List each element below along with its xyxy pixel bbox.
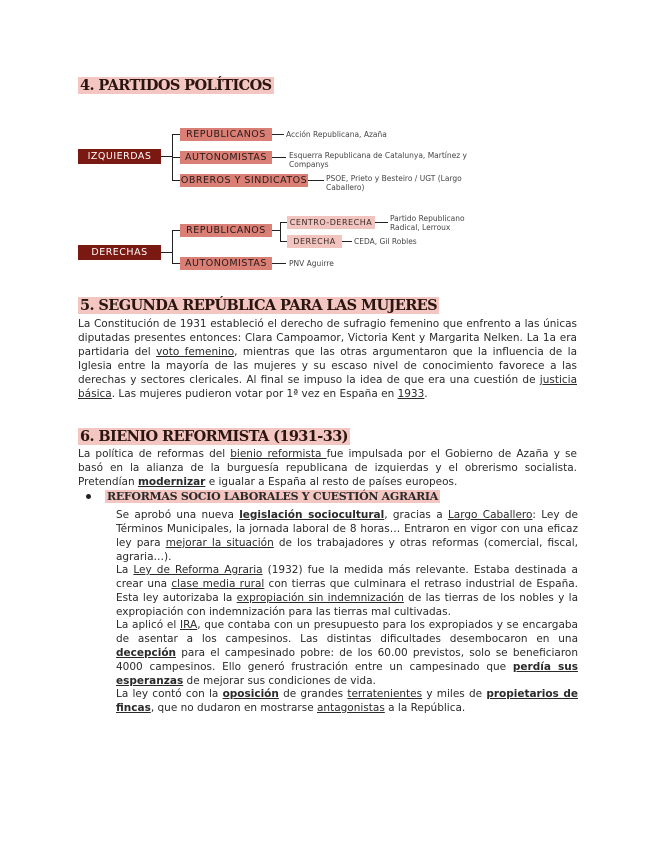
note-esquerra: Esquerra Republicana de Catalunya, Martínez y Companys [289,151,467,169]
node-obreros-sindicatos: OBREROS Y SINDICATOS [180,175,308,186]
paragraph-reforma-agraria: La Ley de Reforma Agraria (1932) fue la medida más relevante. Estaba destinada a crear una clase media rural con tierras que culminara el retraso industrial de España. Esta ley autorizaba la expropiación sin indemnización de las tierras de los nobles y la expropiación con indemnización para las tierras mal cultivadas. [116,564,579,618]
connector [172,157,180,158]
section-heading-mujeres: 5. SEGUNDA REPÚBLICA PARA LAS MUJERES [80,297,437,314]
node-autonomistas-der: AUTONOMISTAS [180,257,272,270]
note-accion-republicana: Acción Republicana, Azaña [286,130,387,139]
node-derechas: DERECHAS [78,245,161,260]
connector [308,180,324,181]
paragraph-oposicion: La ley contó con la oposición de grandes terratenientes y miles de propietarios de fincas, que no dudaron en mostrarse antagonistas a la República. [116,688,578,714]
note-psoe-ugt: PSOE, Prieto y Besteiro / UGT (Largo Caballero) [326,174,462,192]
section-heading-bienio: 6. BIENIO REFORMISTA (1931-33) [80,428,348,445]
paragraph-ira: La aplicó el IRA, que contaba con un presupuesto para los expropiados y se encargaba de asentar a los campesinos. Las distintas dificultades desembocaron en una decepción para el campesinado pobre: de los 60.00 previstos, solo se beneficiaron 4000 campesinos. Ello generó frustración entre un campesinado que perdía sus esperanzas de mejorar sus condiciones de vida. [116,619,578,687]
paragraph-legislacion: Se aprobó una nueva legislación sociocultural, gracias a Largo Caballero: Ley de Términos Municipales, la jornada laboral de 8 horas… Entraron en vigor con una eficaz ley para mejorar la situación de los trabajadores y otras reformas (comercial, fiscal, agraria…). [116,509,579,563]
connector [280,222,287,223]
note-partido-radical: Partido Republicano Radical, Lerroux [390,214,465,232]
connector [161,252,172,253]
connector [280,241,287,242]
node-izquierdas: IZQUIERDAS [78,149,161,164]
section-heading-partidos: 4. PARTIDOS POLÍTICOS [80,77,272,94]
connector [342,241,352,242]
connector [375,222,388,223]
note-ceda: CEDA, Gil Robles [354,237,417,246]
connector [172,230,180,231]
connector [161,156,172,157]
connector [172,263,180,264]
bullet-reformas: REFORMAS SOCIO LABORALES Y CUESTIÓN AGRARIA [86,490,466,503]
connector [272,230,280,231]
connector [172,134,180,135]
connector [272,263,286,264]
note-pnv: PNV Aguirre [289,259,334,268]
paragraph-sufragio: La Constitución de 1931 estableció el derecho de sufragio femenino que enfrento a las únicas diputadas presentes entonces: Clara Campoamor, Victoria Kent y Margarita Nelken. La 1a era partidaria del voto femenino, mientras que las otras argumentaron que la influencia de la Iglesia entre la mayoría de las mujeres y su escaso nivel de conocimiento favorece a las derechas y sectores clericales. Al final se impuso la idea de que era una cuestión de justicia básica. Las mujeres pudieron votar por 1ª vez en España en 1933. [78,318,578,400]
connector [172,230,173,264]
node-derecha: DERECHA [287,235,342,248]
connector [272,134,284,135]
node-autonomistas-izq: AUTONOMISTAS [180,151,272,164]
node-centro-derecha: CENTRO-DERECHA [287,216,375,229]
paragraph-bienio-intro: La política de reformas del bienio reformista fue impulsada por el Gobierno de Azaña y se basó en la alianza de la burguesía republicana de izquierdas y el obrerismo socialista. Pretendían modernizar e igualar a España al resto de países europeos. [78,448,577,488]
node-republicanos-izq: REPUBLICANOS [180,128,272,141]
connector [172,180,180,181]
bullet-icon [86,494,91,499]
connector [280,222,281,242]
node-republicanos-der: REPUBLICANOS [180,224,272,237]
connector [272,157,286,158]
